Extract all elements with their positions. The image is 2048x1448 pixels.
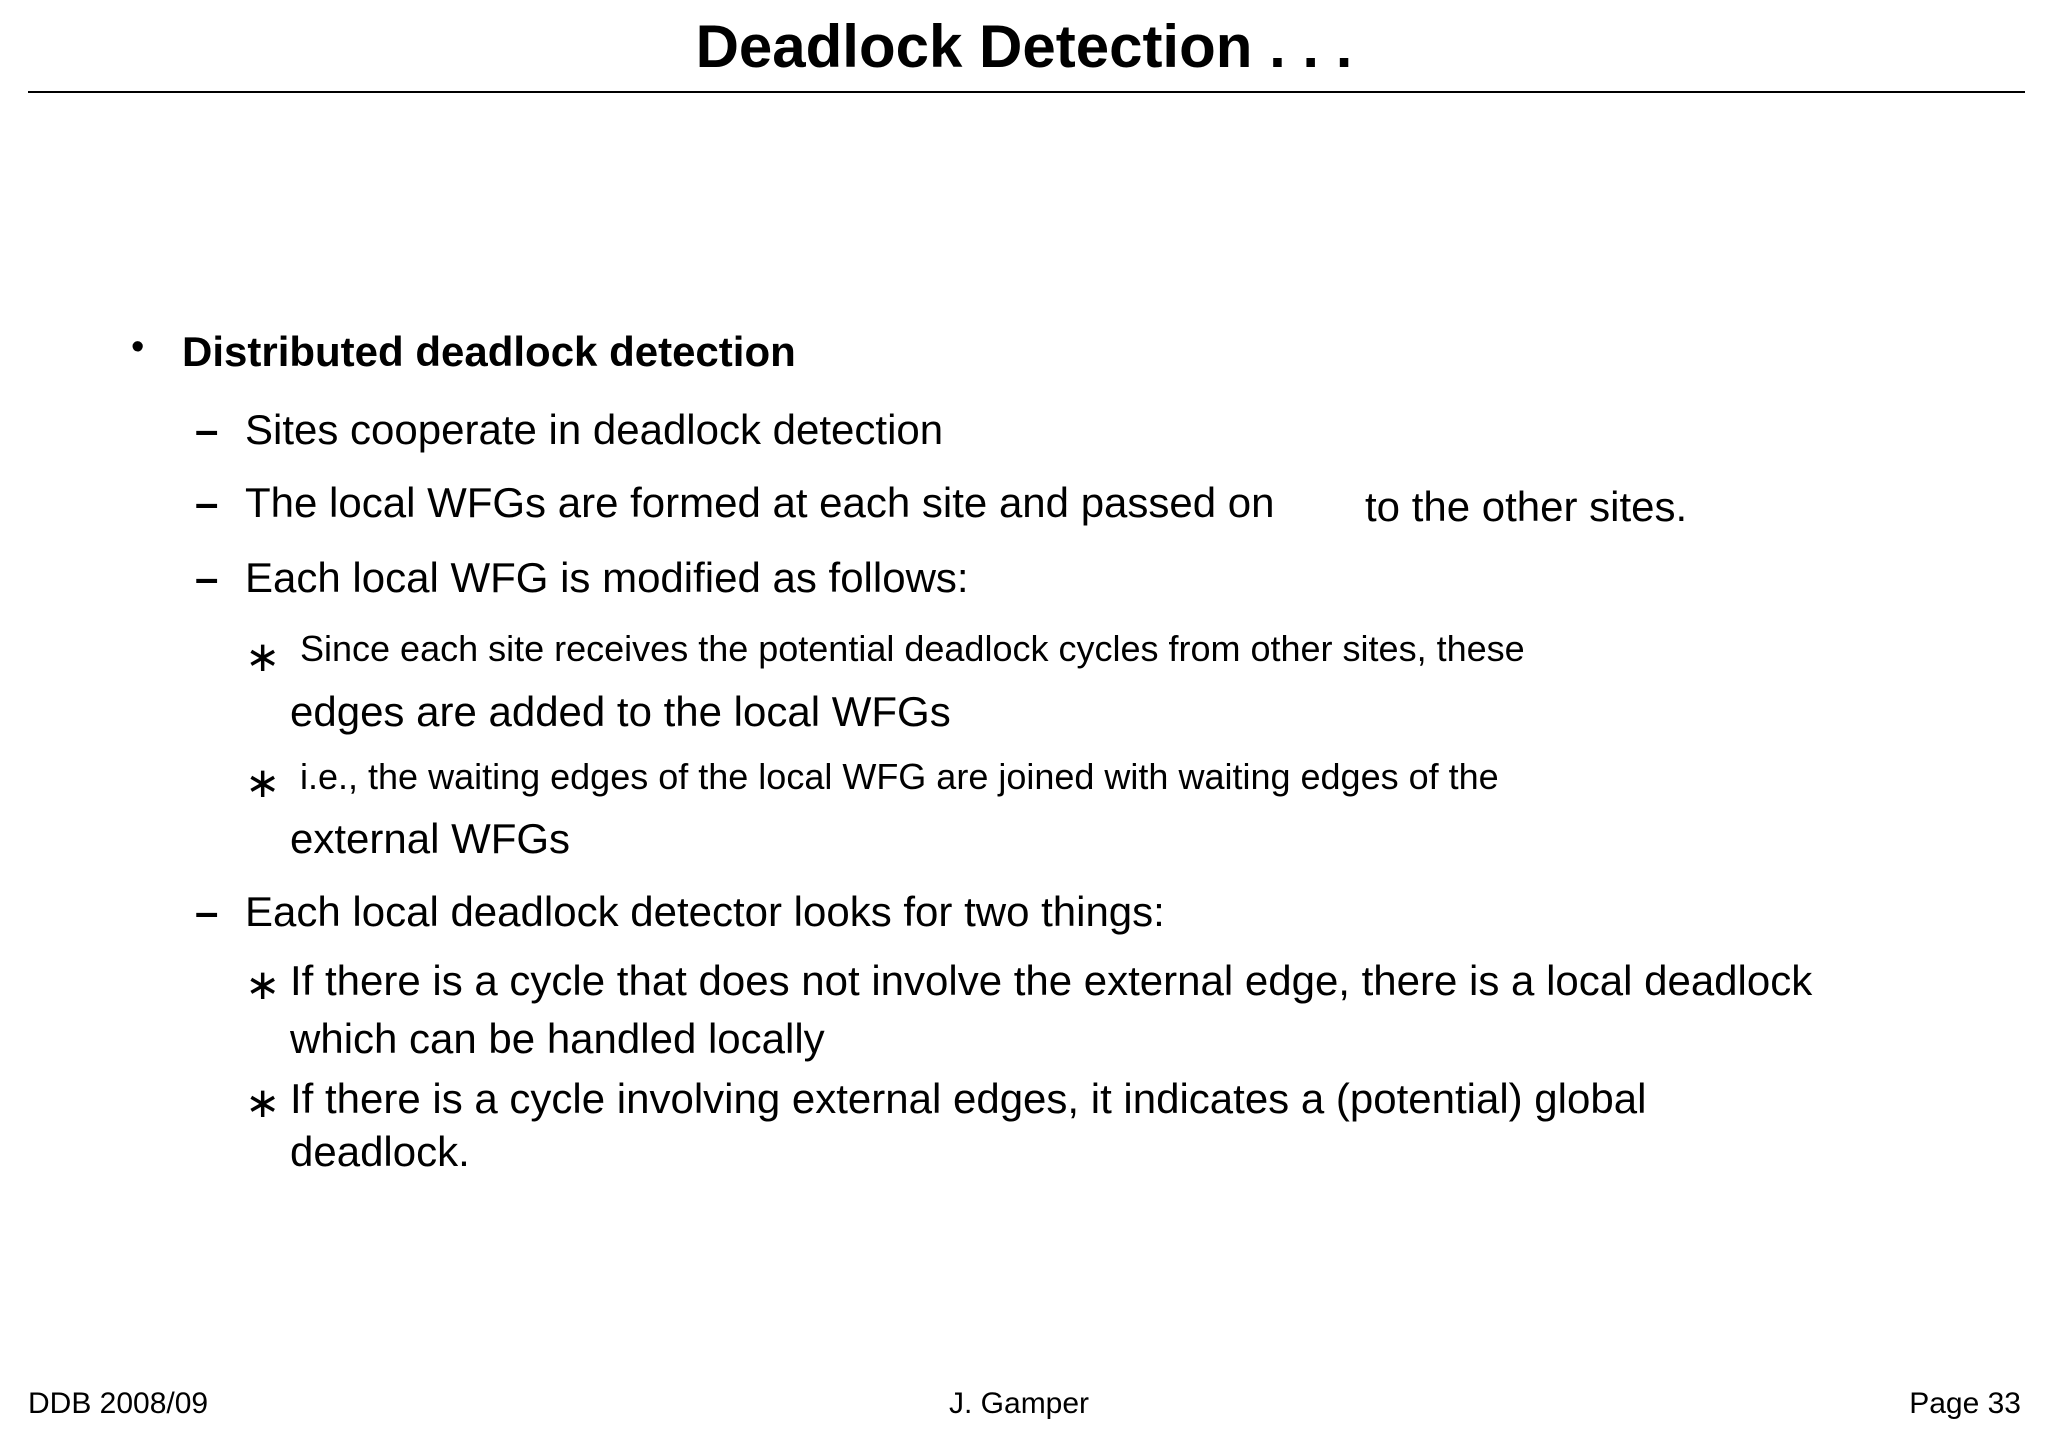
dash-marker: – bbox=[195, 479, 219, 526]
list-item-detector-looks: Each local deadlock detector looks for two things: bbox=[245, 888, 1165, 935]
star-marker: ∗ bbox=[245, 961, 281, 1008]
sub-item-local-deadlock: If there is a cycle that does not involve the external edge, there is a local deadlock bbox=[290, 957, 1813, 1004]
bullet-heading: Distributed deadlock detection bbox=[182, 328, 796, 375]
list-item-sites-cooperate: Sites cooperate in deadlock detection bbox=[245, 406, 944, 453]
list-item-local-wfgs-continued: to the other sites. bbox=[1365, 483, 1688, 530]
title-divider bbox=[28, 91, 2025, 93]
footer-page-number: Page 33 bbox=[1909, 1387, 2021, 1420]
sub-item-since-each-site-continued: edges are added to the local WFGs bbox=[290, 688, 951, 735]
sub-item-local-deadlock-continued: which can be handled locally bbox=[290, 1015, 825, 1062]
star-marker: ∗ bbox=[245, 633, 281, 680]
sub-item-waiting-edges-continued: external WFGs bbox=[290, 815, 571, 862]
dash-marker: – bbox=[195, 554, 219, 601]
list-item-each-modified: Each local WFG is modified as follows: bbox=[245, 554, 969, 601]
footer-course: DDB 2008/09 bbox=[28, 1387, 209, 1420]
footer-author: J. Gamper bbox=[949, 1387, 1090, 1420]
star-marker: ∗ bbox=[245, 759, 281, 806]
sub-item-global-deadlock-continued: deadlock. bbox=[290, 1128, 470, 1175]
dash-marker: – bbox=[195, 406, 219, 453]
sub-item-global-deadlock: If there is a cycle involving external edges, it indicates a (potential) global bbox=[290, 1075, 1647, 1122]
dash-marker: – bbox=[195, 888, 219, 935]
slide-title: Deadlock Detection . . . bbox=[695, 13, 1353, 80]
bullet-marker: • bbox=[131, 326, 145, 368]
sub-item-since-each-site: Since each site receives the potential deadlock cycles from other sites, these bbox=[300, 628, 1525, 669]
list-item-local-wfgs: The local WFGs are formed at each site and passed on bbox=[245, 479, 1275, 526]
sub-item-waiting-edges: i.e., the waiting edges of the local WFG are joined with waiting edges of the bbox=[300, 756, 1499, 797]
star-marker: ∗ bbox=[245, 1079, 281, 1126]
